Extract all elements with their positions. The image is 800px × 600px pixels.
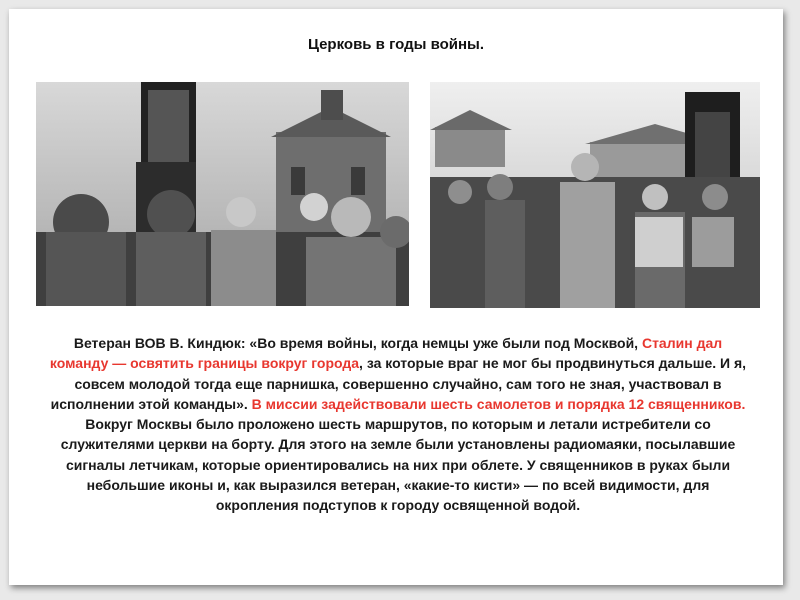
- slide-title: Церковь в годы войны.: [307, 36, 485, 53]
- slide: [9, 9, 783, 585]
- photo-icon: [36, 82, 409, 306]
- photo-procession-icons: [430, 82, 760, 308]
- body-text-part-3: Вокруг Москвы было проложено шесть маршрутов, по которым и летали истребители со служителями церкви на борту. Для этого на земле были установлены радиомаяки, посылавшие сигналы летчикам, которые ориентировались на них при облете. У священников в руках были небольшие иконы и, как выразился ветеран, «какие-то кисти» — по всей видимости, для окропления подступов к городу освященной водой.: [60, 416, 736, 514]
- body-text: [47, 333, 749, 516]
- highlight-mission-planes: В миссии задействовали шесть самолетов и порядка 12 священников.: [251, 395, 746, 412]
- body-text-part-1: Ветеран ВОВ В. Киндюк: «Во время войны, когда немцы уже были под Москвой,: [73, 335, 642, 351]
- body-text-part-2: , за которые враг не мог бы продвинуться дальше. И я, совсем молодой тогда еще парнишка, совершенно случайно, сам того не зная, участвовал в исполнении этой команды».: [50, 355, 747, 412]
- photo-icon: [430, 82, 760, 308]
- photo-soldiers-priests: [36, 82, 409, 306]
- highlight-stalin-command: Сталин дал команду — освятить границы вокруг города: [49, 335, 723, 372]
